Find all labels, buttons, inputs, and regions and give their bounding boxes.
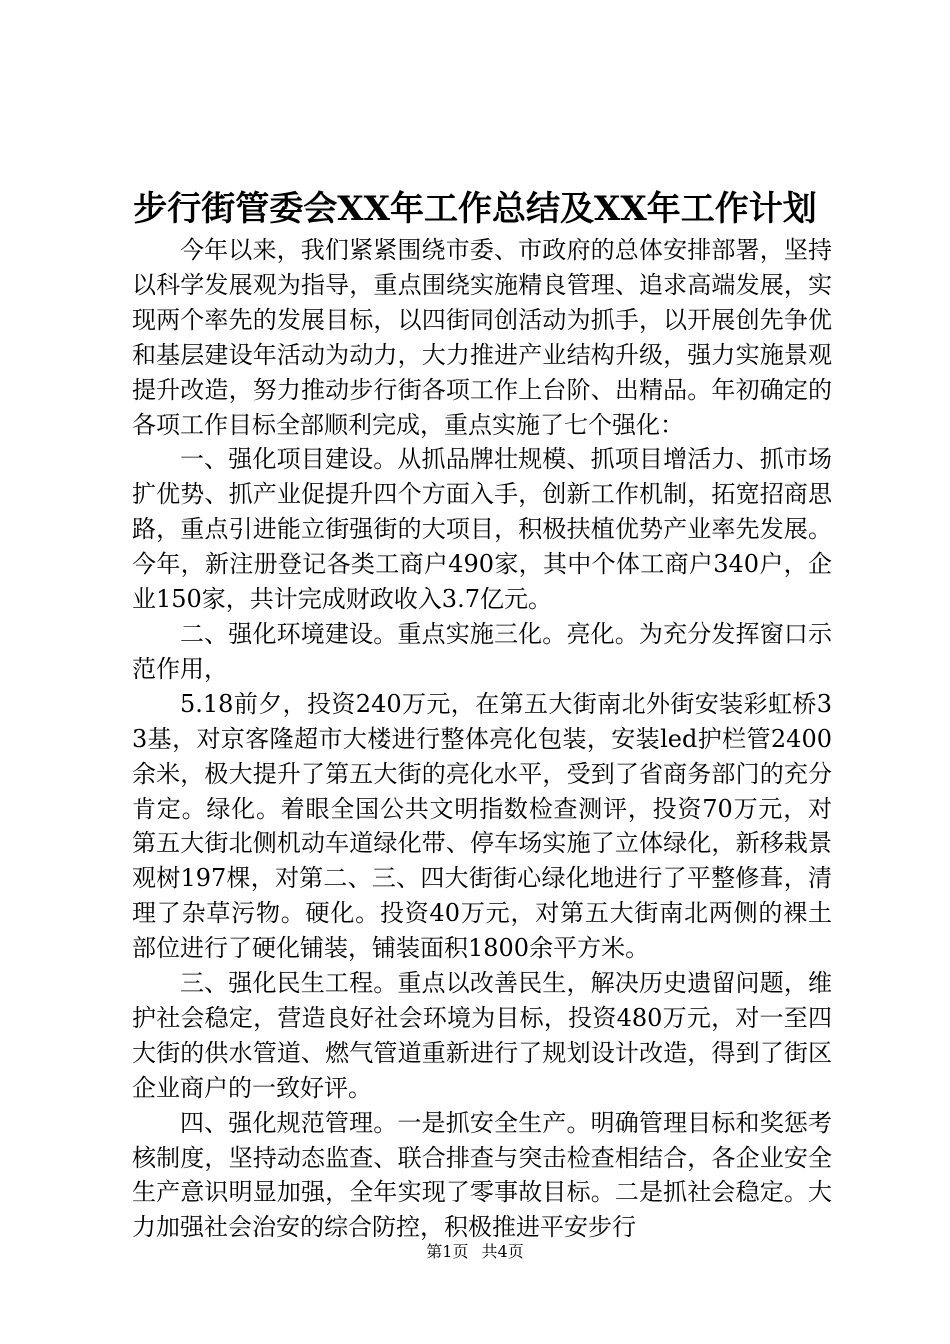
page-number: 第1页 (426, 1242, 469, 1261)
paragraph-environment-construction: 二、强化环境建设。重点实施三化。亮化。为充分发挥窗口示范作用， (132, 619, 832, 683)
paragraph-livelihood-projects: 三、强化民生工程。重点以改善民生，解决历史遗留问题，维护社会稳定，营造良好社会环境为目标，投资480万元，对一至四大街的供水管道、燃气管道重新进行了规划设计改造，得到了街区企业商户的一致好评。 (132, 969, 832, 1102)
paragraph-standardized-management: 四、强化规范管理。一是抓安全生产。明确管理目标和奖惩考核制度，坚持动态监查、联合排查与突击检查相结合，各企业安全生产意识明显加强，全年实现了零事故目标。二是抓社会稳定。大力加强社会治安的综合防控，积极推进平安步行 (132, 1108, 832, 1242)
document-title: 步行街管委会XX年工作总结及XX年工作计划 (133, 189, 817, 229)
paragraph-project-construction: 一、强化项目建设。从抓品牌壮规模、抓项目增活力、抓市场扩优势、抓产业促提升四个方面入手，创新工作机制，拓宽招商思路，重点引进能立街强街的大项目，积极扶植优势产业率先发展。今年，新注册登记各类工商户490家，其中个体工商户340户，企业150家，共计完成财政收入3.7亿元。 (132, 445, 832, 614)
page-total: 共4页 (481, 1242, 524, 1261)
paragraph-lighting-greening: 5.18前夕，投资240万元，在第五大街南北外街安装彩虹桥33基，对京客隆超市大楼进行整体亮化包装，安装led护栏管2400余米，极大提升了第五大街的亮化水平，受到了省商务部门的充分肯定。绿化。着眼全国公共文明指数检查测评，投资70万元，对第五大街北侧机动车道绿化带、停车场实施了立体绿化，新移栽景观树197棵，对第二、三、四大街街心绿化地进行了平整修葺，清理了杂草污物。硬化。投资40万元，对第五大街南北两侧的裸土部位进行了硬化铺装，铺装面积1800余平方米。 (132, 689, 832, 963)
document-body (132, 233, 832, 1245)
page-footer (0, 1240, 950, 1264)
paragraph-intro: 今年以来，我们紧紧围绕市委、市政府的总体安排部署，坚持以科学发展观为指导，重点围绕实施精良管理、追求高端发展，实现两个率先的发展目标，以四街同创活动为抓手，以开展创先争优和基层建设年活动为动力，大力推进产业结构升级，强力实施景观提升改造，努力推动步行街各项工作上台阶、出精品。年初确定的各项工作目标全部顺利完成，重点实施了七个强化： (132, 236, 832, 439)
